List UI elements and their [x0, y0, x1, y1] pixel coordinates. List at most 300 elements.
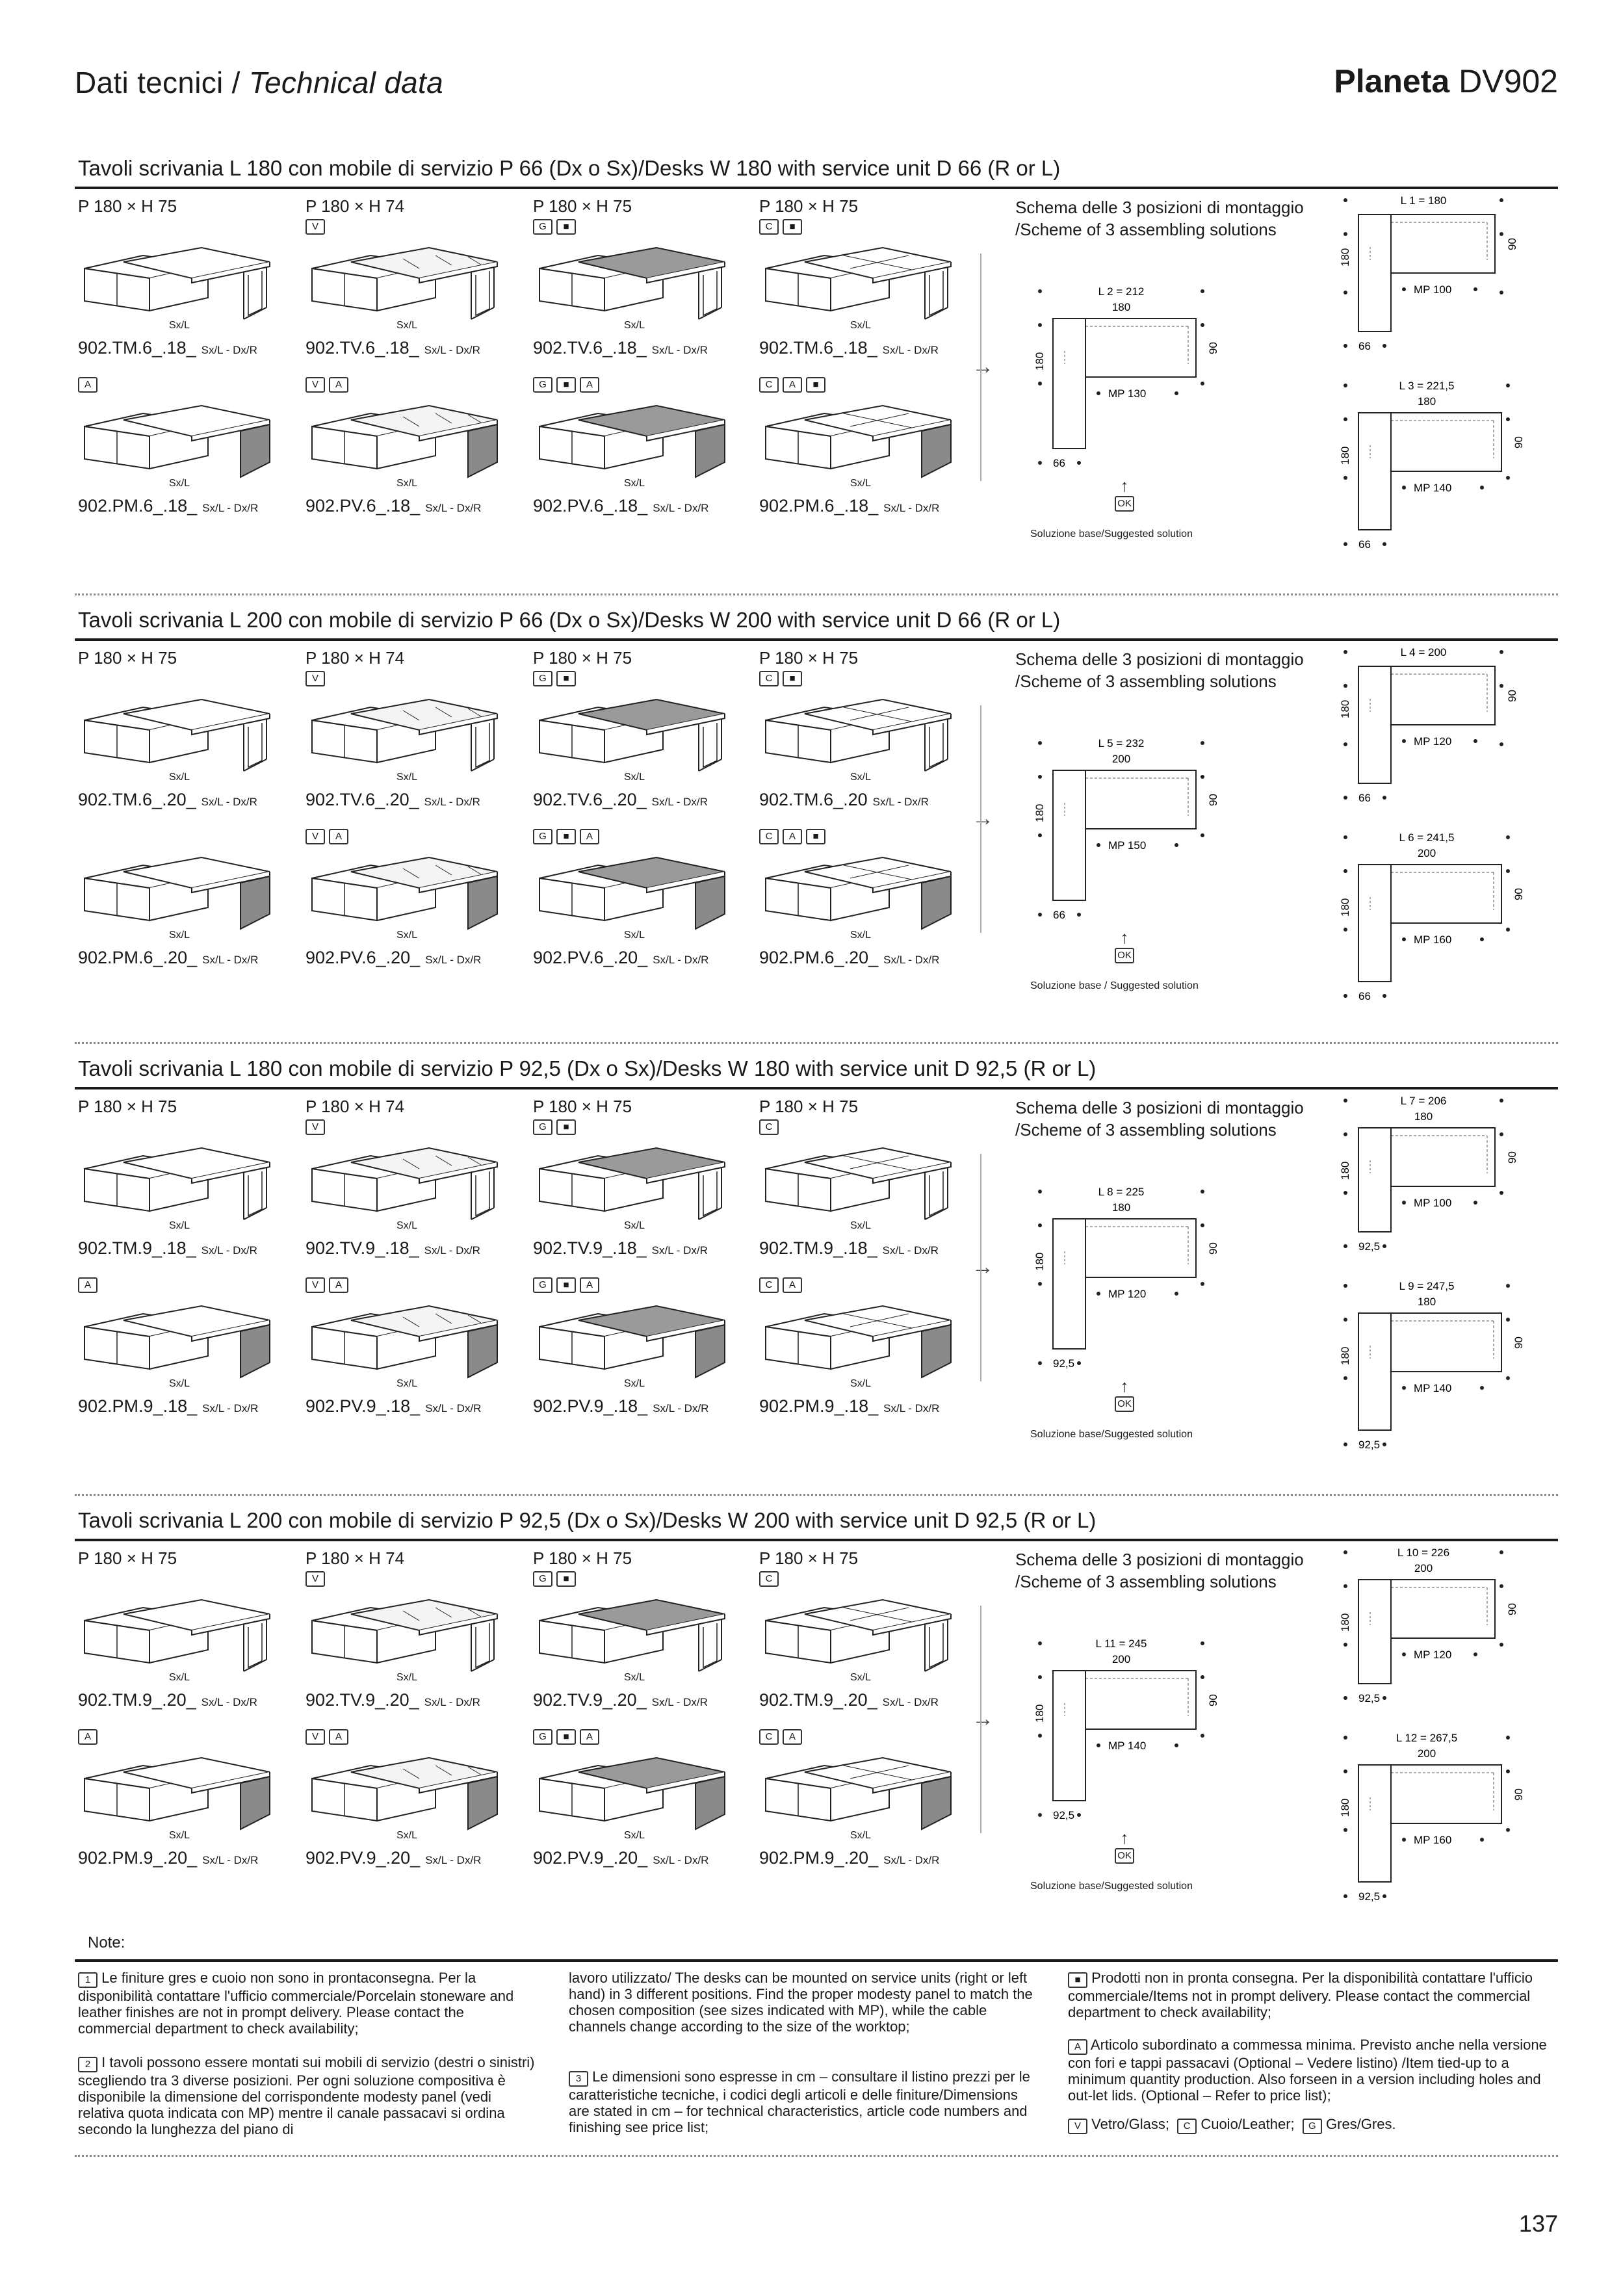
desk-panel-leg-drawing [78, 852, 273, 933]
product-cell [533, 1548, 754, 1710]
product-cell [305, 829, 526, 968]
scheme-width-label: 200 [1111, 753, 1131, 765]
finish-badges [759, 671, 980, 686]
scheme-depth-label: 180 [1339, 1346, 1351, 1365]
side-label: Sx/L [396, 478, 418, 489]
desk-frame-leg-drawing [78, 242, 273, 324]
finish-badges [78, 1277, 299, 1293]
finish-badges-item: V [305, 377, 325, 393]
finish-badges-item: A [783, 829, 802, 844]
finish-badges-item: ■ [556, 219, 576, 235]
badge-row [533, 219, 754, 237]
material-legend: V Vetro/Glass; C Cuoio/Leather; G Gres/Gres. [1068, 2116, 1559, 2134]
hand-options: Sx/L - Dx/R [651, 1244, 708, 1257]
scheme-length-label: L 4 = 200 [1400, 646, 1447, 659]
ok-badge: OK [1115, 1848, 1134, 1864]
badge-row [305, 1729, 526, 1747]
hand-options: Sx/L - Dx/R [882, 344, 939, 356]
scheme-depth-label: 180 [1339, 1613, 1351, 1632]
suggested-marker [1115, 928, 1134, 963]
side-label: Sx/L [624, 1672, 645, 1683]
finish-badges-item: A [78, 1729, 97, 1745]
desk-panel-leg-drawing [78, 1753, 273, 1834]
scheme-depth-label: 180 [1339, 898, 1351, 917]
assembly-scheme-drawing [1332, 1726, 1534, 1908]
finish-badges [533, 1119, 754, 1135]
scheme-unit-depth-label: 92,5 [1053, 1357, 1075, 1370]
assembly-scheme-drawing [1332, 1089, 1527, 1258]
hand-options: Sx/L - Dx/R [653, 954, 709, 966]
schema-heading-en: /Scheme of 3 assembling solutions [1015, 220, 1277, 239]
finish-badges-item: A [78, 377, 97, 393]
badge-row [759, 1571, 980, 1589]
finish-badges [533, 1277, 754, 1293]
schema-heading-it: Schema delle 3 posizioni di montaggio [1015, 1098, 1304, 1117]
dimensions-label: P 180 × H 75 [533, 1097, 632, 1116]
side-label: Sx/L [169, 1672, 190, 1683]
article-code: 902.TV.9_.18_ Sx/L - Dx/R [533, 1238, 708, 1258]
product-cell [305, 648, 526, 810]
product-cell [305, 1548, 526, 1710]
badge-row [78, 219, 299, 237]
side-label: Sx/L [850, 1672, 872, 1683]
badge-row [533, 1729, 754, 1747]
desk-frame-leg-drawing [533, 1143, 728, 1224]
badge-row [533, 671, 754, 689]
side-label: Sx/L [169, 1220, 190, 1231]
article-code: 902.PM.6_.18_ Sx/L - Dx/R [78, 496, 259, 515]
suggested-solution-label: Soluzione base / Suggested solution [1030, 980, 1199, 991]
finish-badges [305, 1277, 526, 1293]
side-label: Sx/L [624, 320, 645, 331]
article-code: 902.TM.6_.20_ Sx/L - Dx/R [78, 790, 257, 809]
schema-heading-en: /Scheme of 3 assembling solutions [1015, 672, 1277, 691]
badge-row [533, 1119, 754, 1138]
article-code: 902.PV.9_.20_ Sx/L - Dx/R [533, 1848, 709, 1868]
finish-badges-item: A [783, 1729, 802, 1745]
desk-panel-leg-drawing [78, 1301, 273, 1382]
finish-badges-item: C [759, 671, 779, 686]
assembly-scheme-drawing [1332, 640, 1527, 809]
desk-frame-leg-drawing [305, 242, 500, 324]
finish-badges-item: A [580, 377, 599, 393]
hand-options: Sx/L - Dx/R [882, 1244, 939, 1257]
scheme-unit-depth-label: 92,5 [1358, 1240, 1381, 1253]
badge-row [759, 1119, 980, 1138]
article-code: 902.PM.6_.18_ Sx/L - Dx/R [759, 496, 940, 515]
column-divider [980, 705, 981, 933]
note-5: A Articolo subordinato a commessa minima. Previsto anche nella versione con fori e tappi passacavi (Optional – Vedere listino) /Item tied-up to a minimum quantity production. Also forseen in a version including holes and out-let lids. (Optional – Refer to price list); [1068, 2037, 1547, 2104]
article-code: 902.PV.9_.20_ Sx/L - Dx/R [305, 1848, 482, 1868]
product-cell [759, 196, 980, 358]
finish-badges [533, 829, 754, 844]
product-cell [305, 196, 526, 358]
product-cell [78, 1548, 299, 1710]
scheme-length-label: L 6 = 241,5 [1399, 831, 1455, 844]
finish-badges-item: V [305, 829, 325, 844]
title-english: Technical data [248, 66, 443, 99]
scheme-unit-depth-label: 92,5 [1358, 1439, 1381, 1451]
scheme-modesty-panel-label: MP 120 [1108, 1288, 1147, 1300]
column-divider [980, 254, 981, 481]
scheme-height-label: 90 [1513, 888, 1525, 900]
article-code: 902.TM.9_.20_ Sx/L - Dx/R [78, 1690, 257, 1710]
dimensions-label: P 180 × H 75 [78, 196, 177, 216]
side-label: Sx/L [850, 1378, 872, 1389]
product-cell [305, 377, 526, 516]
article-code: 902.PV.6_.20_ Sx/L - Dx/R [533, 948, 709, 967]
finish-badges-item: ■ [806, 377, 825, 393]
scheme-unit-depth-label: 66 [1053, 457, 1065, 469]
scheme-modesty-panel-label: MP 120 [1414, 1649, 1452, 1661]
finish-badges-item: ■ [556, 671, 576, 686]
article-code: 902.TM.6_.20 Sx/L - Dx/R [759, 790, 929, 809]
scheme-width-label: 180 [1111, 1201, 1131, 1214]
side-label: Sx/L [396, 1378, 418, 1389]
column-divider [980, 1154, 981, 1381]
schema-heading-it: Schema delle 3 posizioni di montaggio [1015, 649, 1304, 669]
hand-options: Sx/L - Dx/R [202, 954, 259, 966]
side-label: Sx/L [850, 930, 872, 941]
assembly-scheme-drawing [1027, 1632, 1228, 1827]
finish-badges-item: ■ [783, 671, 802, 686]
finish-badges-item: A [329, 829, 348, 844]
scheme-length-label: L 3 = 221,5 [1399, 380, 1455, 392]
side-label: Sx/L [169, 1830, 190, 1841]
scheme-modesty-panel-label: MP 100 [1414, 1197, 1452, 1209]
product-cell [533, 377, 754, 516]
article-code: 902.TM.6_.18_ Sx/L - Dx/R [759, 338, 939, 358]
dimensions-label: P 180 × H 75 [78, 1097, 177, 1116]
finish-badges-item: G [533, 1571, 552, 1587]
article-code: 902.TM.9_.20_ Sx/L - Dx/R [759, 1690, 939, 1710]
dimensions-label: P 180 × H 75 [78, 648, 177, 668]
finish-badges [305, 1119, 526, 1135]
side-label: Sx/L [169, 930, 190, 941]
hand-options: Sx/L - Dx/R [651, 796, 708, 808]
hand-options: Sx/L - Dx/R [653, 1854, 709, 1866]
scheme-length-label: L 11 = 245 [1095, 1637, 1147, 1650]
badge-row [759, 377, 980, 395]
scheme-modesty-panel-label: MP 140 [1414, 482, 1452, 494]
side-label: Sx/L [624, 772, 645, 783]
finish-badges [759, 377, 980, 393]
product-cell [759, 1729, 980, 1868]
scheme-width-label: 180 [1414, 1110, 1433, 1123]
legend-leather-badge: C [1177, 2119, 1197, 2134]
assembly-scheme-drawing [1332, 189, 1527, 358]
finish-badges-item: A [580, 1277, 599, 1293]
desk-panel-leg-drawing [533, 1301, 728, 1382]
finish-badges-item: A [580, 829, 599, 844]
hand-options: Sx/L - Dx/R [883, 502, 940, 514]
side-label: Sx/L [624, 1830, 645, 1841]
article-code: 902.TV.6_.20_ Sx/L - Dx/R [533, 790, 708, 809]
schema-heading [1015, 196, 1304, 241]
scheme-length-label: L 8 = 225 [1098, 1186, 1145, 1198]
scheme-depth-label: 180 [1033, 352, 1046, 371]
note-2-badge: 2 [78, 2057, 97, 2072]
finish-badges-item: ■ [556, 1571, 576, 1587]
finish-badges [305, 1571, 526, 1587]
finish-badges [759, 1729, 980, 1745]
desk-frame-leg-drawing [305, 694, 500, 776]
finish-badges-item: G [533, 219, 552, 235]
scheme-width-label: 200 [1417, 847, 1436, 859]
notes-rule [75, 1959, 1558, 1962]
scheme-length-label: L 2 = 212 [1098, 285, 1145, 298]
article-code: 902.PV.6_.18_ Sx/L - Dx/R [305, 496, 482, 515]
finish-badges [305, 219, 526, 235]
section-title: Tavoli scrivania L 180 con mobile di servizio P 66 (Dx o Sx)/Desks W 180 with service unit D 66 (R or L) [78, 156, 1061, 180]
hand-options: Sx/L - Dx/R [872, 796, 929, 808]
side-label: Sx/L [624, 930, 645, 941]
badge-row [305, 219, 526, 237]
side-label: Sx/L [850, 772, 872, 783]
finish-badges-item: C [759, 1277, 779, 1293]
scheme-unit-depth-label: 66 [1358, 538, 1371, 551]
desk-panel-leg-drawing [305, 400, 500, 482]
scheme-depth-label: 180 [1339, 248, 1351, 267]
hand-options: Sx/L - Dx/R [883, 954, 940, 966]
finish-badges-item: A [329, 1277, 348, 1293]
schema-heading-en: /Scheme of 3 assembling solutions [1015, 1120, 1277, 1140]
schema-heading [1015, 1097, 1304, 1141]
section-title: Tavoli scrivania L 180 con mobile di servizio P 92,5 (Dx o Sx)/Desks W 180 with service unit D 92,5 (R or L) [78, 1056, 1097, 1080]
dimensions-label: P 180 × H 75 [78, 1548, 177, 1568]
note-4: ■ Prodotti non in pronta consegna. Per la disponibilità contattare l'ufficio commerciale/Items not in prompt delivery. Please contact the commercial department to check availability; [1068, 1970, 1533, 2020]
finish-badges-item: C [759, 1119, 779, 1135]
finish-badges-item: C [759, 1729, 779, 1745]
side-label: Sx/L [850, 320, 872, 331]
hand-options: Sx/L - Dx/R [425, 1854, 482, 1866]
suggested-solution-label: Soluzione base/Suggested solution [1030, 1881, 1193, 1892]
section-divider [75, 1042, 1558, 1044]
scheme-width-label: 180 [1417, 1296, 1436, 1308]
scheme-height-label: 90 [1506, 690, 1518, 702]
scheme-modesty-panel-label: MP 160 [1414, 933, 1452, 946]
hand-options: Sx/L - Dx/R [202, 1402, 259, 1415]
note-1: 1 Le finiture gres e cuoio non sono in prontaconsegna. Per la disponibilità contattare l'ufficio commerciale/Porcelain stoneware and leather finishes are not in prompt delivery. Please contact the commercial department to check availability; [78, 1970, 514, 2037]
dimensions-label: P 180 × H 75 [759, 1548, 859, 1568]
schema-heading-it: Schema delle 3 posizioni di montaggio [1015, 1550, 1304, 1569]
article-code: 902.PM.9_.20_ Sx/L - Dx/R [759, 1848, 940, 1868]
badge-row [305, 1277, 526, 1296]
notes-title: Note: [88, 1934, 125, 1951]
badge-row [78, 377, 299, 395]
side-label: Sx/L [624, 1220, 645, 1231]
badge-row [78, 1571, 299, 1589]
scheme-length-label: L 1 = 180 [1400, 194, 1447, 207]
finish-badges [533, 1729, 754, 1745]
finish-badges [533, 219, 754, 235]
ok-badge: OK [1115, 1396, 1134, 1412]
side-label: Sx/L [850, 478, 872, 489]
product-name [1334, 62, 1558, 100]
suggested-solution-label: Soluzione base/Suggested solution [1030, 1429, 1193, 1440]
note-3-badge: 3 [569, 2071, 588, 2087]
scheme-height-label: 90 [1513, 1337, 1525, 1349]
ok-badge: OK [1115, 496, 1134, 512]
desk-panel-leg-drawing [759, 400, 954, 482]
finish-badges-item: G [533, 1729, 552, 1745]
desk-frame-leg-drawing [78, 1595, 273, 1676]
product-cell [78, 1729, 299, 1868]
scheme-length-label: L 5 = 232 [1098, 737, 1145, 750]
article-code: 902.PM.9_.18_ Sx/L - Dx/R [759, 1396, 940, 1416]
brand-name: Planeta [1334, 63, 1450, 99]
note-3: 3 Le dimensioni sono espresse in cm – consultare il listino prezzi per le caratteristiche tecniche, i codici degli articoli e delle finiture/Dimensions are stated in cm – for technical characteristics, article code numbers and finishing see price list; [569, 2068, 1030, 2135]
badge-row [759, 219, 980, 237]
scheme-width-label: 180 [1111, 301, 1131, 313]
scheme-modesty-panel-label: MP 120 [1414, 735, 1452, 748]
scheme-depth-label: 180 [1339, 1161, 1351, 1180]
badge-row [305, 1571, 526, 1589]
footer-divider [75, 2155, 1558, 2157]
finish-badges-item: A [78, 1277, 97, 1293]
desk-panel-leg-drawing [533, 1753, 728, 1834]
up-arrow-icon: ↑ [1120, 928, 1129, 947]
product-cell [533, 648, 754, 810]
finish-badges-item: ■ [556, 1729, 576, 1745]
dimensions-label: P 180 × H 74 [305, 1097, 405, 1116]
scheme-height-label: 90 [1207, 794, 1219, 806]
hand-options: Sx/L - Dx/R [653, 502, 709, 514]
badge-row [759, 829, 980, 847]
finish-badges [759, 1277, 980, 1293]
scheme-modesty-panel-label: MP 130 [1108, 387, 1147, 400]
finish-badges-item: V [305, 219, 325, 235]
article-code: 902.PM.9_.20_ Sx/L - Dx/R [78, 1848, 259, 1868]
scheme-length-label: L 7 = 206 [1400, 1095, 1447, 1107]
hand-options: Sx/L - Dx/R [653, 1402, 709, 1415]
desk-panel-leg-drawing [759, 1753, 954, 1834]
finish-badges-item: ■ [806, 829, 825, 844]
schema-heading-it: Schema delle 3 posizioni di montaggio [1015, 198, 1304, 217]
product-cell [305, 1729, 526, 1868]
scheme-width-label: 180 [1417, 395, 1436, 408]
side-label: Sx/L [624, 478, 645, 489]
badge-row [533, 1571, 754, 1589]
badge-row [78, 1277, 299, 1296]
desk-frame-leg-drawing [759, 1595, 954, 1676]
side-label: Sx/L [396, 1830, 418, 1841]
finish-badges [533, 377, 754, 393]
desk-frame-leg-drawing [78, 694, 273, 776]
finish-badges [759, 219, 980, 235]
hand-options: Sx/L - Dx/R [425, 1402, 482, 1415]
desk-frame-leg-drawing [305, 1143, 500, 1224]
dimensions-label: P 180 × H 75 [533, 196, 632, 216]
suggested-solution-label: Soluzione base/Suggested solution [1030, 528, 1193, 540]
dimensions-label: P 180 × H 74 [305, 196, 405, 216]
finish-badges-item: ■ [556, 1119, 576, 1135]
finish-badges [305, 671, 526, 686]
side-label: Sx/L [396, 320, 418, 331]
finish-badges [305, 377, 526, 393]
side-label: Sx/L [850, 1220, 872, 1231]
assembly-scheme-drawing [1332, 1274, 1534, 1456]
note-2-continued: lavoro utilizzato/ The desks can be mounted on service units (right or left hand) in 3 different positions. Find the proper modesty panel to match the chosen composition (see sizes indicated with MP), while the cable channels change according to the size of the worktop; [569, 1970, 1033, 2035]
product-cell [78, 196, 299, 358]
section-title: Tavoli scrivania L 200 con mobile di servizio P 92,5 (Dx o Sx)/Desks W 200 with service unit D 92,5 (R or L) [78, 1508, 1097, 1532]
scheme-height-label: 90 [1506, 1151, 1518, 1164]
badge-row [759, 671, 980, 689]
product-cell [759, 829, 980, 968]
suggested-marker [1115, 476, 1134, 512]
badge-row [533, 1277, 754, 1296]
scheme-height-label: 90 [1207, 342, 1219, 354]
finish-badges-item: C [759, 219, 779, 235]
arrow-icon: → [972, 1706, 994, 1731]
finish-badges-item: G [533, 829, 552, 844]
scheme-unit-depth-label: 66 [1358, 340, 1371, 352]
scheme-width-label: 200 [1417, 1747, 1436, 1760]
product-cell [78, 829, 299, 968]
scheme-depth-label: 180 [1339, 446, 1351, 465]
product-cell [533, 829, 754, 968]
desk-frame-leg-drawing [305, 1595, 500, 1676]
badge-row [533, 829, 754, 847]
scheme-modesty-panel-label: MP 140 [1108, 1740, 1147, 1752]
scheme-unit-depth-label: 92,5 [1358, 1890, 1381, 1903]
finish-badges-item: V [305, 1571, 325, 1587]
hand-options: Sx/L - Dx/R [201, 796, 257, 808]
assembly-scheme-drawing [1332, 826, 1534, 1008]
assembly-scheme-drawing [1027, 280, 1228, 475]
badge-row [78, 1119, 299, 1138]
finish-badges-item: C [759, 377, 779, 393]
finish-badges-item: C [759, 829, 779, 844]
finish-badges-item: V [305, 1729, 325, 1745]
desk-frame-leg-drawing [759, 242, 954, 324]
finish-badges-item: ■ [783, 219, 802, 235]
assembly-scheme-drawing [1332, 374, 1534, 556]
legend-gres-badge: G [1303, 2119, 1322, 2134]
scheme-unit-depth-label: 66 [1358, 990, 1371, 1002]
schema-heading-en: /Scheme of 3 assembling solutions [1015, 1572, 1277, 1591]
finish-badges-item: C [759, 1571, 779, 1587]
product-cell [305, 1097, 526, 1259]
article-code: 902.PV.9_.18_ Sx/L - Dx/R [305, 1396, 482, 1416]
finish-badges-item: V [305, 671, 325, 686]
desk-panel-leg-drawing [78, 400, 273, 482]
badge-row [759, 1277, 980, 1296]
finish-badges-item: A [783, 377, 802, 393]
side-label: Sx/L [624, 1378, 645, 1389]
article-code: 902.PV.6_.18_ Sx/L - Dx/R [533, 496, 709, 515]
finish-badges-item: ■ [556, 377, 576, 393]
ok-badge: OK [1115, 948, 1134, 963]
scheme-depth-label: 180 [1339, 699, 1351, 718]
badge-row [759, 1729, 980, 1747]
badge-row [305, 377, 526, 395]
finish-badges-item: G [533, 671, 552, 686]
hand-options: Sx/L - Dx/R [425, 954, 482, 966]
schema-heading [1015, 648, 1304, 692]
dimensions-label: P 180 × H 74 [305, 1548, 405, 1568]
article-code: 902.PM.9_.18_ Sx/L - Dx/R [78, 1396, 259, 1416]
hand-options: Sx/L - Dx/R [201, 1696, 257, 1708]
article-code: 902.TV.6_.18_ Sx/L - Dx/R [305, 338, 480, 358]
article-code: 902.PV.9_.18_ Sx/L - Dx/R [533, 1396, 709, 1416]
desk-frame-leg-drawing [759, 694, 954, 776]
side-label: Sx/L [850, 1830, 872, 1841]
dimensions-label: P 180 × H 75 [759, 196, 859, 216]
scheme-length-label: L 10 = 226 [1397, 1546, 1450, 1559]
article-code: 902.TV.9_.20_ Sx/L - Dx/R [533, 1690, 708, 1710]
arrow-icon: → [972, 806, 994, 831]
